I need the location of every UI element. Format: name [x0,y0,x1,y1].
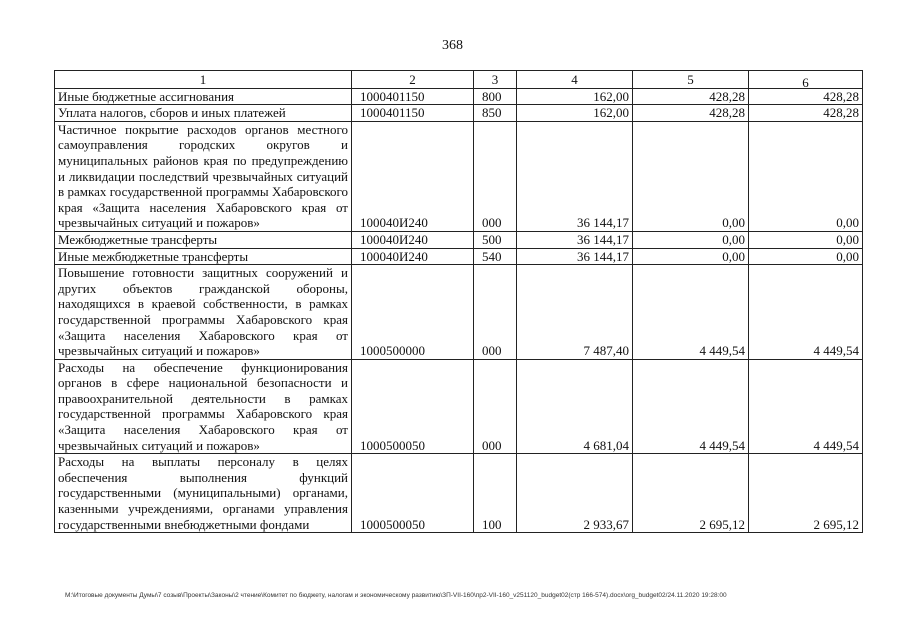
row-amount-2021-cell: 0,00 [633,121,749,231]
row-amount-2022-cell: 0,00 [749,248,863,265]
row-amount-2022-cell: 0,00 [749,231,863,248]
row-type-cell: 000 [474,121,517,231]
row-code-cell: 100040И240 [352,248,474,265]
row-amount-2020-cell: 2 933,67 [517,454,633,533]
header-cell [749,71,863,89]
row-type-cell: 850 [474,105,517,122]
table-row [55,121,863,231]
row-name-cell: Иные межбюджетные трансферты [55,248,352,265]
row-amount-2020-cell: 7 487,40 [517,265,633,360]
row-code-cell: 1000401150 [352,105,474,122]
row-type-cell: 500 [474,231,517,248]
row-name-cell: Расходы на обеспечение функционирования органов в сфере национальной безопасности и правоохранительной деятельности в рамках государственной программы Хабаровского края «Защита населения Хабаровского края от чрезвычайных ситуаций и пожаров» [55,359,352,454]
row-amount-2022-cell: 4 449,54 [749,359,863,454]
row-amount-2021-cell: 2 695,12 [633,454,749,533]
row-type-cell: 000 [474,265,517,360]
row-name-cell: Расходы на выплаты персоналу в целях обеспечения выполнения функций государственными (муниципальными) органами, казенными учреждениями, органами управления государственными внебюджетными фондами [55,454,352,533]
row-amount-2020-cell: 36 144,17 [517,121,633,231]
header-cell: 5 [633,71,749,89]
row-amount-2020-cell: 162,00 [517,105,633,122]
row-amount-2021-cell: 0,00 [633,231,749,248]
row-amount-2021-cell: 4 449,54 [633,359,749,454]
header-cell: 3 [474,71,517,89]
row-type-cell: 540 [474,248,517,265]
row-amount-2020-cell: 162,00 [517,88,633,105]
row-amount-2020-cell: 36 144,17 [517,248,633,265]
table-row [55,359,863,454]
row-amount-2021-cell: 4 449,54 [633,265,749,360]
row-name-cell: Повышение готовности защитных сооружений и других объектов гражданской обороны, находящихся в краевой собственности, в рамках государственной программы Хабаровского края «Защита населения Хабаровского края от чрезвычайных ситуаций и пожаров» [55,265,352,360]
row-amount-2022-cell: 428,28 [749,105,863,122]
table-row [55,231,863,248]
table-row [55,105,863,122]
row-name-cell: Частичное покрытие расходов органов местного самоуправления городских округов и муниципальных районов края по предупреждению и ликвидации последствий чрезвычайных ситуаций в рамках государственной программы Хабаровского края «Защита населения Хабаровского края от чрезвычайных ситуаций и пожаров» [55,121,352,231]
row-amount-2022-cell: 2 695,12 [749,454,863,533]
row-name-cell: Иные бюджетные ассигнования [55,88,352,105]
header-cell: 4 [517,71,633,89]
row-type-cell: 800 [474,88,517,105]
row-amount-2021-cell: 428,28 [633,88,749,105]
page-number: 368 [442,38,463,53]
row-amount-2022-cell: 4 449,54 [749,265,863,360]
row-code-cell: 1000500050 [352,359,474,454]
header-cell: 2 [352,71,474,89]
row-code-cell: 1000401150 [352,88,474,105]
row-name-cell: Межбюджетные трансферты [55,231,352,248]
row-amount-2021-cell: 0,00 [633,248,749,265]
table-header-row [55,71,863,89]
row-amount-2020-cell: 4 681,04 [517,359,633,454]
row-code-cell: 100040И240 [352,121,474,231]
row-amount-2021-cell: 428,28 [633,105,749,122]
row-type-cell: 000 [474,359,517,454]
row-amount-2022-cell: 0,00 [749,121,863,231]
table-row [55,454,863,533]
row-amount-2022-cell: 428,28 [749,88,863,105]
document-path-footer: M:\Итоговые документы Думы\7 созыв\Проекты\Законы\2 чтение\Комитет по бюджету, налогам и экономическому развитию\ЗП-VII-160\пр2-VII-160_v251120_budget02(стр 166-574).docx\org_budget02/24.11.2020 19:28:00 [65,592,727,599]
budget-table [54,70,863,533]
table-row [55,265,863,360]
row-amount-2020-cell: 36 144,17 [517,231,633,248]
row-code-cell: 1000500000 [352,265,474,360]
row-code-cell: 1000500050 [352,454,474,533]
table-row [55,248,863,265]
header-cell: 1 [55,71,352,89]
row-type-cell: 100 [474,454,517,533]
table-row [55,88,863,105]
row-name-cell: Уплата налогов, сборов и иных платежей [55,105,352,122]
row-code-cell: 100040И240 [352,231,474,248]
header-cell-text: 6 [802,75,809,90]
